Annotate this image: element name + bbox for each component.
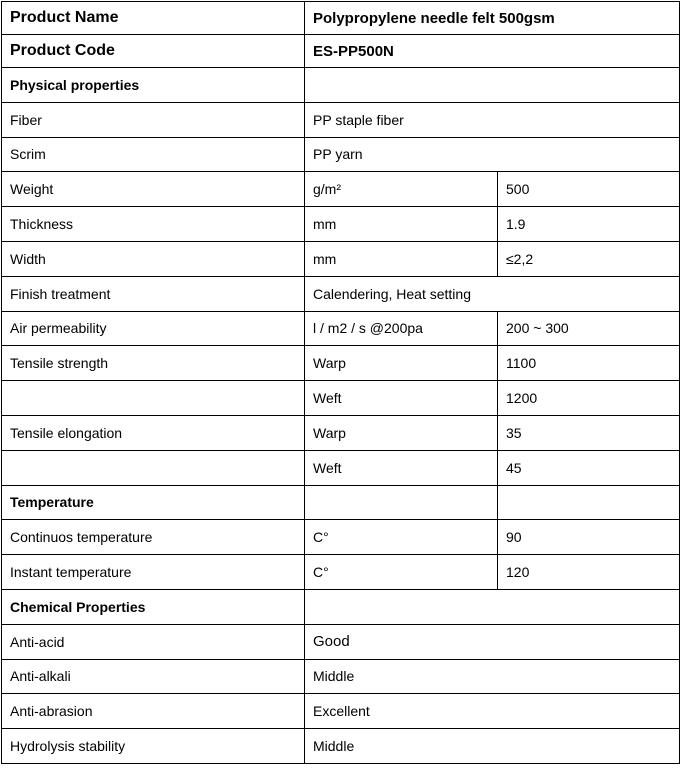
property-value: 90 xyxy=(498,520,680,555)
table-row xyxy=(2,520,680,555)
table-row xyxy=(2,311,680,346)
table-row xyxy=(2,624,680,659)
empty-cell xyxy=(305,485,498,520)
property-value: 200 ~ 300 xyxy=(498,311,680,346)
property-label: Continuos temperature xyxy=(2,520,305,555)
property-unit: C° xyxy=(305,520,498,555)
property-label: Anti-acid xyxy=(2,624,305,659)
property-label: Instant temperature xyxy=(2,555,305,590)
property-label: Hydrolysis stability xyxy=(2,729,305,764)
property-label: Width xyxy=(2,241,305,276)
table-row xyxy=(2,172,680,207)
section-heading-physical: Physical properties xyxy=(2,68,305,103)
section-row-temperature xyxy=(2,485,680,520)
table-row xyxy=(2,241,680,276)
property-value: Good xyxy=(305,624,680,659)
property-unit: mm xyxy=(305,207,498,242)
empty-cell xyxy=(498,485,680,520)
property-value: PP yarn xyxy=(305,137,680,172)
property-unit: Warp xyxy=(305,415,498,450)
product-code-label: Product Code xyxy=(2,35,305,68)
property-value: 1100 xyxy=(498,346,680,381)
product-name-value: Polypropylene needle felt 500gsm xyxy=(305,2,680,35)
property-label: Tensile strength xyxy=(2,346,305,381)
property-label: Fiber xyxy=(2,102,305,137)
property-unit: mm xyxy=(305,241,498,276)
property-label: Tensile elongation xyxy=(2,415,305,450)
property-label: Air permeability xyxy=(2,311,305,346)
table-row xyxy=(2,450,680,485)
property-unit: C° xyxy=(305,555,498,590)
property-value: 35 xyxy=(498,415,680,450)
property-unit: Weft xyxy=(305,381,498,416)
table-row xyxy=(2,659,680,694)
product-name-row xyxy=(2,2,680,35)
product-name-label: Product Name xyxy=(2,2,305,35)
property-value: 500 xyxy=(498,172,680,207)
section-row-physical xyxy=(2,68,680,103)
empty-cell xyxy=(2,450,305,485)
product-code-row xyxy=(2,35,680,68)
table-row xyxy=(2,415,680,450)
table-row xyxy=(2,207,680,242)
table-row xyxy=(2,346,680,381)
property-unit: Weft xyxy=(305,450,498,485)
property-value: PP staple fiber xyxy=(305,102,680,137)
section-heading-temperature: Temperature xyxy=(2,485,305,520)
table-row xyxy=(2,381,680,416)
property-value: Middle xyxy=(305,659,680,694)
section-heading-chemical: Chemical Properties xyxy=(2,589,305,624)
table-row xyxy=(2,137,680,172)
empty-cell xyxy=(305,68,680,103)
table-row xyxy=(2,555,680,590)
property-label: Weight xyxy=(2,172,305,207)
empty-cell xyxy=(305,589,680,624)
property-value: Excellent xyxy=(305,694,680,729)
property-label: Scrim xyxy=(2,137,305,172)
property-value: Middle xyxy=(305,729,680,764)
empty-cell xyxy=(2,381,305,416)
property-value: 120 xyxy=(498,555,680,590)
property-label: Thickness xyxy=(2,207,305,242)
property-value: Calendering, Heat setting xyxy=(305,276,680,311)
table-row xyxy=(2,102,680,137)
product-code-value: ES-PP500N xyxy=(305,35,680,68)
property-unit: g/m² xyxy=(305,172,498,207)
table-row xyxy=(2,729,680,764)
table-row xyxy=(2,276,680,311)
property-unit: Warp xyxy=(305,346,498,381)
product-spec-table xyxy=(1,1,680,764)
property-value: 1.9 xyxy=(498,207,680,242)
property-label: Finish treatment xyxy=(2,276,305,311)
property-label: Anti-abrasion xyxy=(2,694,305,729)
property-unit: l / m2 / s @200pa xyxy=(305,311,498,346)
section-row-chemical xyxy=(2,589,680,624)
property-label: Anti-alkali xyxy=(2,659,305,694)
property-value: ≤2,2 xyxy=(498,241,680,276)
property-value: 1200 xyxy=(498,381,680,416)
table-row xyxy=(2,694,680,729)
property-value: 45 xyxy=(498,450,680,485)
